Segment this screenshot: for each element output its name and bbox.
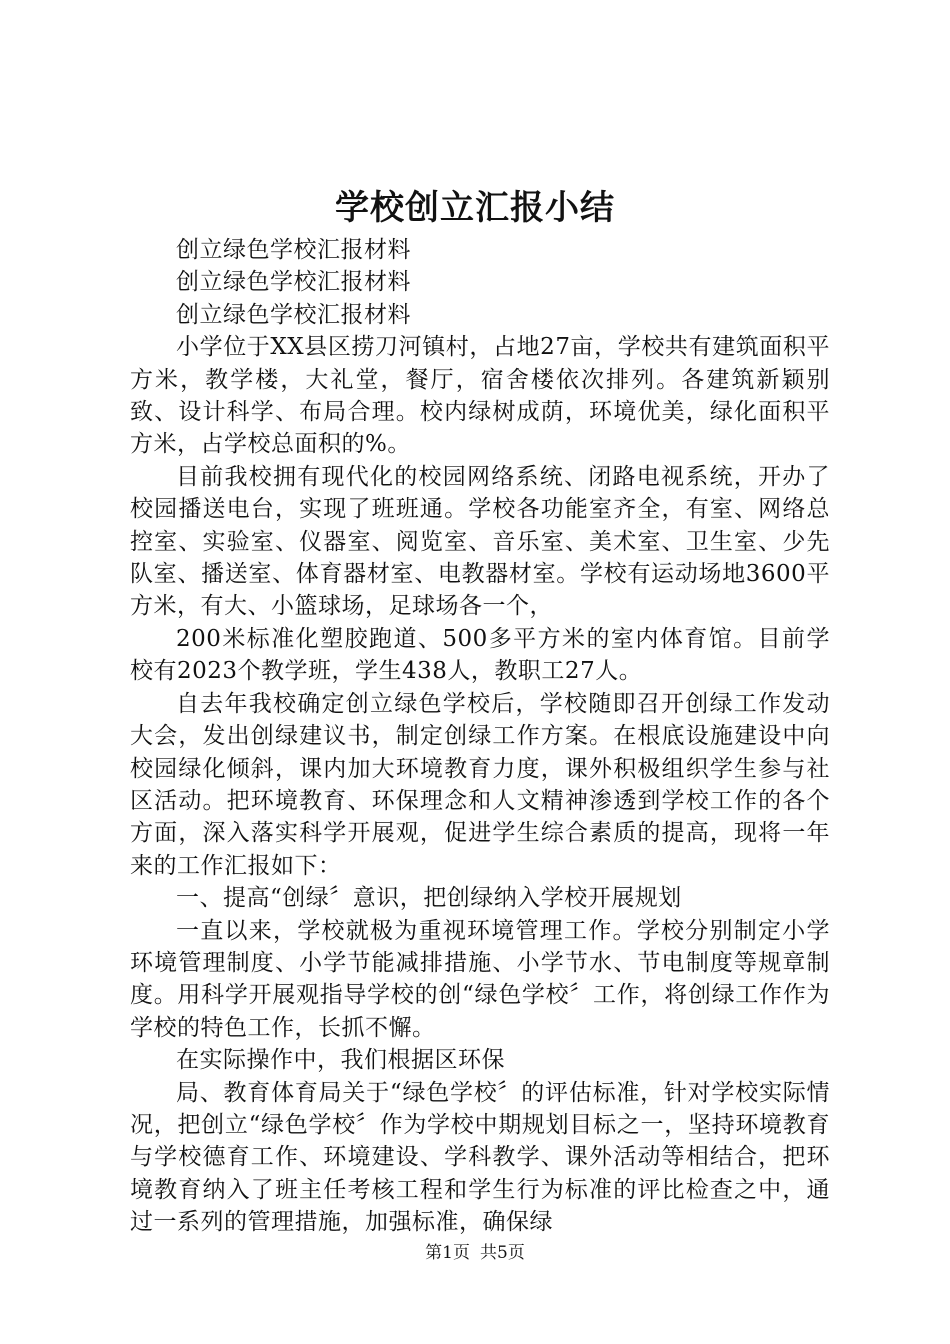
page-total: 共5页 bbox=[480, 1243, 525, 1263]
paragraph: 200米标准化塑胶跑道、500多平方米的室内体育馆。目前学校有2023个教学班，学生438人，教职工27人。 bbox=[130, 625, 830, 685]
paragraph: 创立绿色学校汇报材料 bbox=[176, 237, 411, 263]
paragraph: 小学位于XX县区捞刀河镇村，占地27亩，学校共有建筑面积平方米，教学楼，大礼堂，餐厅，宿舍楼依次排列。各建筑新颖别致、设计科学、布局合理。校内绿树成荫，环境优美，绿化面积平方米，占学校总面积的%。 bbox=[130, 334, 830, 458]
paragraph: 局、教育体育局关于“绿色学校〞的评估标准，针对学校实际情况，把创立“绿色学校〞作为学校中期规划目标之一，坚持环境教育与学校德育工作、环境建设、学科教学、课外活动等相结合，把环境教育纳入了班主任考核工程和学生行为标准的评比检查之中，通过一系列的管理措施，加强标准，确保绿 bbox=[130, 1079, 830, 1236]
paragraph: 创立绿色学校汇报材料 bbox=[176, 301, 411, 328]
section-heading: 一、提高“创绿〞意识，把创绿纳入学校开展规划 bbox=[176, 885, 682, 912]
paragraph: 在实际操作中，我们根据区环保 bbox=[176, 1047, 505, 1074]
page-footer bbox=[0, 1242, 950, 1264]
document-body bbox=[130, 234, 830, 1239]
paragraph: 自去年我校确定创立绿色学校后，学校随即召开创绿工作发动大会，发出创绿建议书，制定创绿工作方案。在根底设施建设中向校园绿化倾斜，课内加大环境教育力度，课外积极组织学生参与社区活动。把环境教育、环保理念和人文精神渗透到学校工作的各个方面，深入落实科学开展观，促进学生综合素质的提高，现将一年来的工作汇报如下： bbox=[130, 690, 830, 879]
paragraph: 一直以来，学校就极为重视环境管理工作。学校分别制定小学环境管理制度、小学节能减排措施、小学节水、节电制度等规章制度。用科学开展观指导学校的创“绿色学校〞工作，将创绿工作作为学校的特色工作，长抓不懈。 bbox=[130, 917, 830, 1041]
paragraph: 目前我校拥有现代化的校园网络系统、闭路电视系统，开办了校园播送电台，实现了班班通。学校各功能室齐全，有室、网络总控室、实验室、仪器室、阅览室、音乐室、美术室、卫生室、少先队室、播送室、体育器材室、电教器材室。学校有运动场地3600平方米，有大、小篮球场，足球场各一个， bbox=[130, 463, 830, 620]
page-number: 第1页 bbox=[425, 1243, 470, 1263]
paragraph: 创立绿色学校汇报材料 bbox=[176, 269, 411, 296]
document-title: 学校创立汇报小结 bbox=[335, 188, 615, 228]
